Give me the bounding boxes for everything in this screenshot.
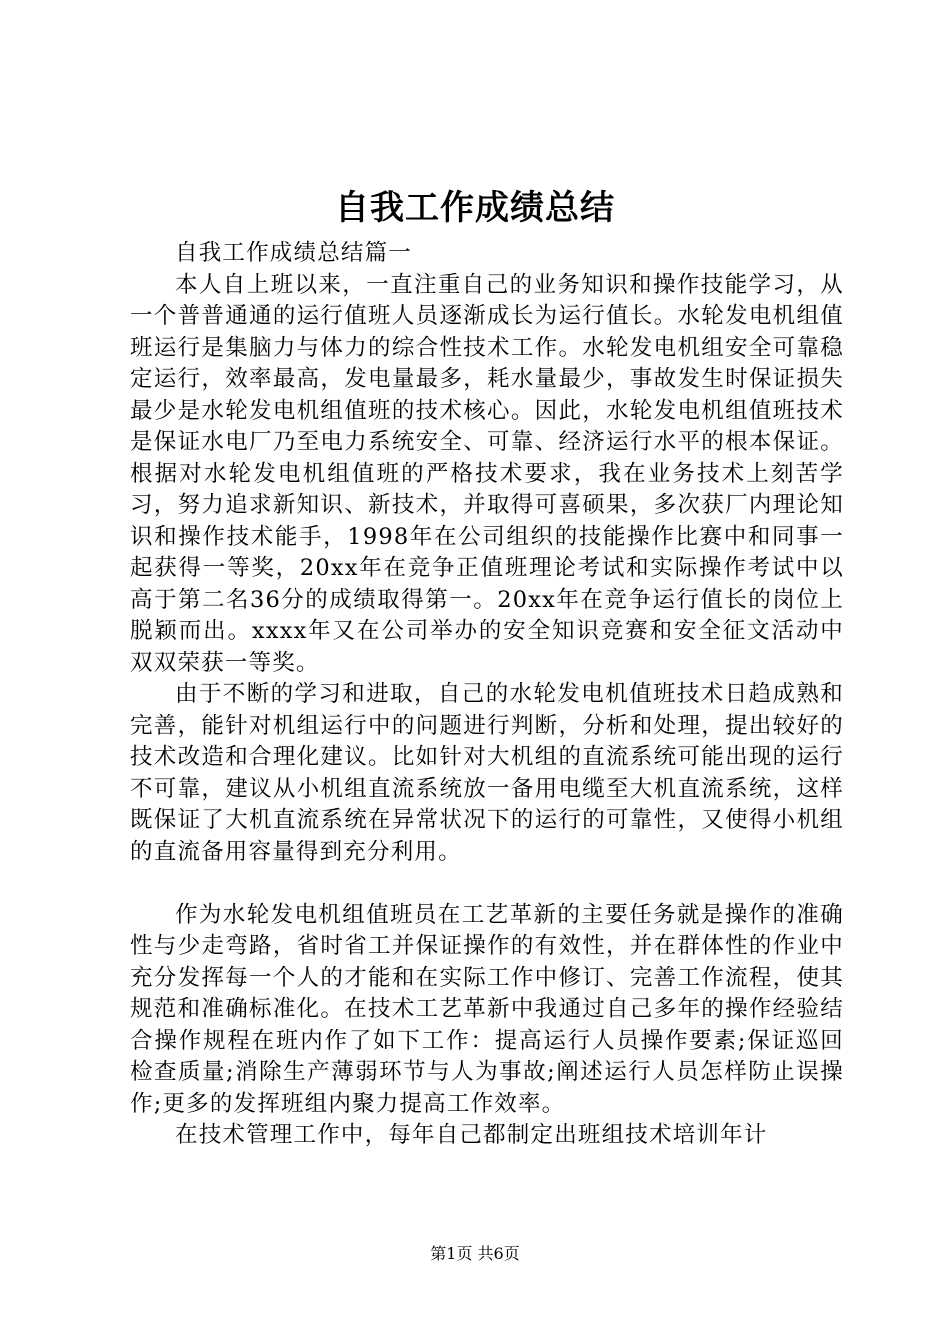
- body-paragraph: 在技术管理工作中，每年自己都制定出班组技术培训年计: [175, 1122, 768, 1148]
- document-title: 自我工作成绩总结: [335, 188, 615, 228]
- body-paragraph: 作为水轮发电机组值班员在工艺革新的主要任务就是操作的准确性与少走弯路，省时省工并保证操作的有效性，并在群体性的作业中充分发挥每一个人的才能和在实际工作中修订、完善工作流程，使其规范和准确标准化。在技术工艺革新中我通过自己多年的操作经验结合操作规程在班内作了如下工作：提高运行人员操作要素;保证巡回检查质量;消除生产薄弱环节与人为事故;阐述运行人员怎样防止误操作;更多的发挥班组内聚力提高工作效率。: [130, 901, 844, 1117]
- document-body: [130, 238, 844, 1152]
- body-paragraph: 本人自上班以来，一直注重自己的业务知识和操作技能学习，从一个普普通通的运行值班人员逐渐成长为运行值长。水轮发电机组值班运行是集脑力与体力的综合性技术工作。水轮发电机组安全可靠稳定运行，效率最高，发电量最多，耗水量最少，事故发生时保证损失最少是水轮发电机组值班的技术核心。因此，水轮发电机组值班技术是保证水电厂乃至电力系统安全、可靠、经济运行水平的根本保证。根据对水轮发电机组值班的严格技术要求，我在业务技术上刻苦学习，努力追求新知识、新技术，并取得可喜硕果，多次获厂内理论知识和操作技术能手，1998年在公司组织的技能操作比赛中和同事一起获得一等奖，20xx年在竞争正值班理论考试和实际操作考试中以高于第二名36分的成绩取得第一。20xx年在竞争运行值长的岗位上脱颖而出。xxxx年又在公司举办的安全知识竞赛和安全征文活动中双双荣获一等奖。: [130, 271, 844, 676]
- section-heading: 自我工作成绩总结篇一: [175, 240, 413, 266]
- page-footer: 第1页 共6页: [430, 1244, 520, 1263]
- body-paragraph: 由于不断的学习和进取，自己的水轮发电机值班技术日趋成熟和完善，能针对机组运行中的问题进行判断，分析和处理，提出较好的技术改造和合理化建议。比如针对大机组的直流系统可能出现的运行不可靠，建议从小机组直流系统放一备用电缆至大机直流系统，这样既保证了大机直流系统在异常状况下的运行的可靠性，又使得小机组的直流备用容量得到充分利用。: [130, 681, 844, 865]
